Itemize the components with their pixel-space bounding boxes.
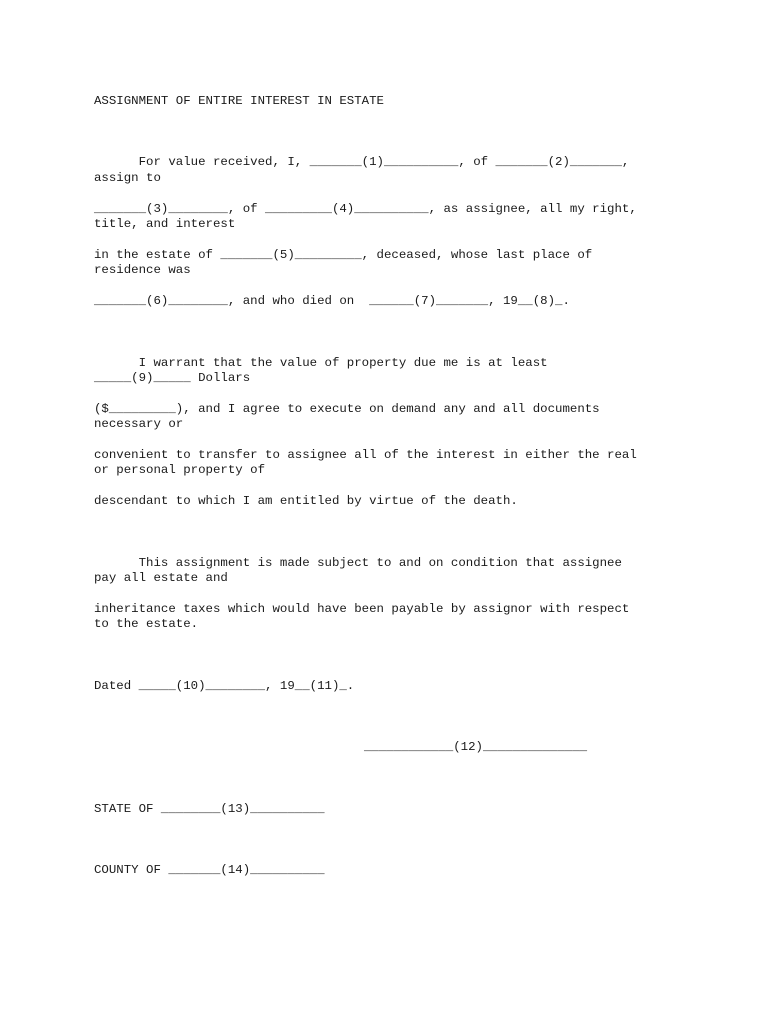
p3-line1: This assignment is made subject to and on condition that assignee xyxy=(94,556,622,570)
p2-line6: or personal property of xyxy=(94,463,266,477)
p2-line3: ($_________), and I agree to execute on demand any and all documents xyxy=(94,402,600,416)
document-title: ASSIGNMENT OF ENTIRE INTEREST IN ESTATE xyxy=(94,94,384,108)
p1-line7: _______(6)________, and who died on ______(7)_______, 19__(8)_. xyxy=(94,294,570,308)
dated-line: Dated _____(10)________, 19__(11)_. xyxy=(94,679,355,693)
p1-line6: residence was xyxy=(94,263,191,277)
p2-line1: I warrant that the value of property due me is at least xyxy=(94,356,548,370)
p2-line4: necessary or xyxy=(94,417,184,431)
signature-line: ____________(12)______________ xyxy=(364,740,588,754)
p2-line7: descendant to which I am entitled by virtue of the death. xyxy=(94,494,518,508)
p1-line3: _______(3)________, of _________(4)__________, as assignee, all my right, xyxy=(94,202,637,216)
p3-line4: to the estate. xyxy=(94,617,199,631)
p1-line1: For value received, I, _______(1)__________, of _______(2)_______, xyxy=(94,155,630,169)
p2-line5: convenient to transfer to assignee all of the interest in either the real xyxy=(94,448,637,462)
p1-line4: title, and interest xyxy=(94,217,236,231)
p2-line2: _____(9)_____ Dollars xyxy=(94,371,251,385)
p3-line2: pay all estate and xyxy=(94,571,228,585)
state-line: STATE OF ________(13)__________ xyxy=(94,802,325,816)
p3-line3: inheritance taxes which would have been payable by assignor with respect xyxy=(94,602,630,616)
p1-line2: assign to xyxy=(94,171,161,185)
p1-line5: in the estate of _______(5)_________, deceased, whose last place of xyxy=(94,248,593,262)
county-line: COUNTY OF _______(14)__________ xyxy=(94,863,325,877)
